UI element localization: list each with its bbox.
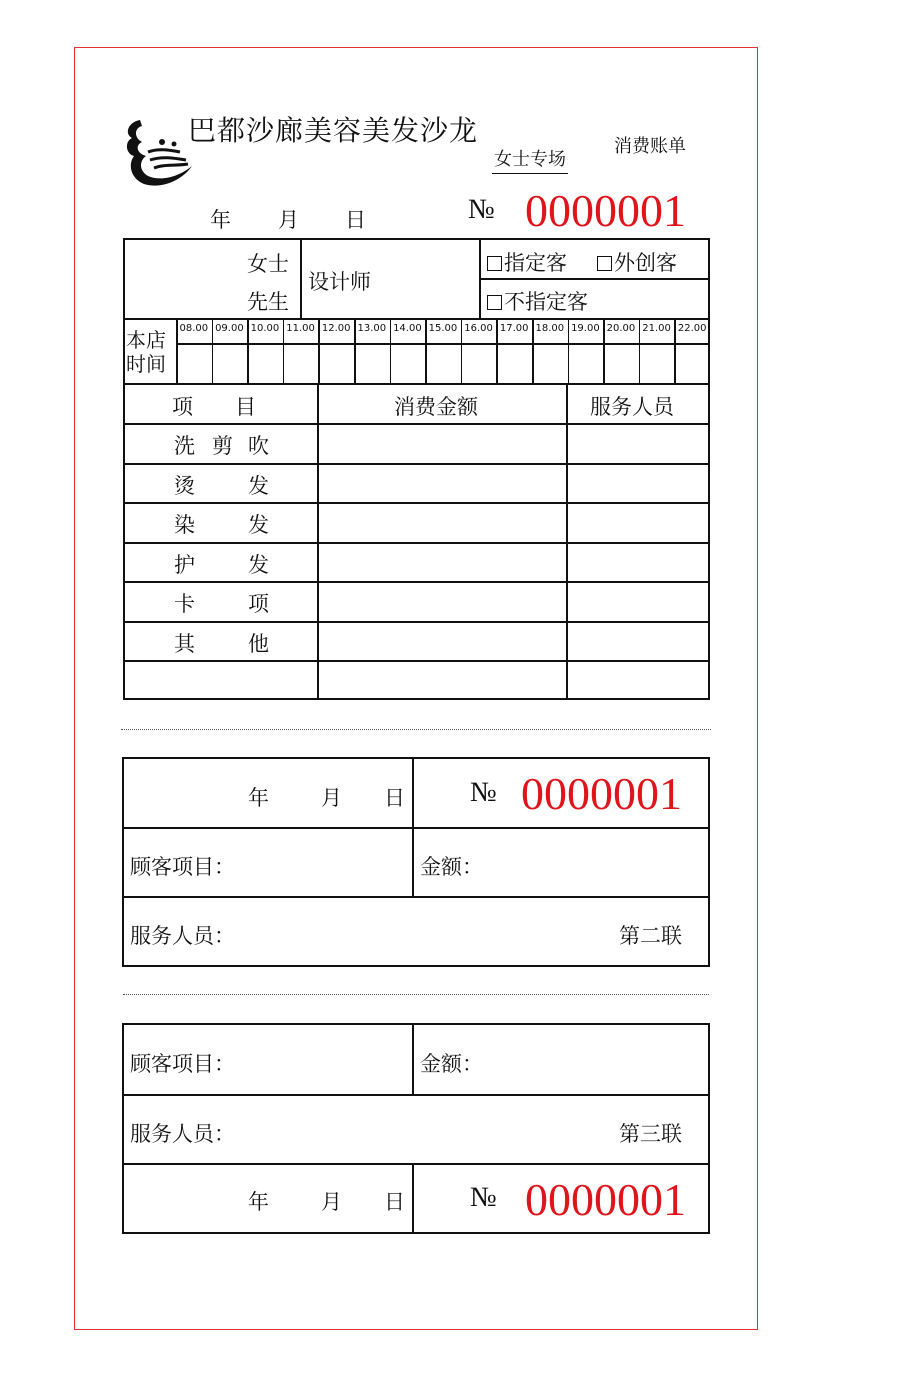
stub3-serial-symbol: № bbox=[470, 1182, 497, 1213]
item-label-char: 烫 bbox=[174, 473, 195, 498]
tear-line bbox=[121, 729, 711, 730]
item-label-char: 卡 bbox=[174, 592, 195, 616]
item-label-char: 剪 bbox=[212, 434, 233, 458]
hour-divider bbox=[390, 318, 392, 384]
hour-divider bbox=[603, 318, 605, 384]
hour-label: 21.00 bbox=[642, 323, 671, 334]
stub2-year: 年 bbox=[248, 786, 269, 810]
option-not-designated[interactable]: 不指定客 bbox=[487, 286, 588, 316]
hour-divider bbox=[318, 318, 320, 384]
item-label-char: 发 bbox=[248, 552, 269, 577]
hour-label: 18.00 bbox=[535, 323, 565, 334]
option-outside[interactable]: 外创客 bbox=[597, 247, 677, 277]
hour-divider bbox=[247, 318, 249, 384]
row-divider bbox=[123, 463, 710, 465]
header-item: 项 目 bbox=[172, 395, 256, 419]
stub2-serial-symbol: № bbox=[470, 777, 497, 808]
serial-number: 0000001 bbox=[525, 185, 686, 236]
item-label-char: 项 bbox=[248, 592, 269, 616]
salon-name: 巴都沙廊美容美发沙龙 bbox=[188, 114, 479, 147]
stub3-year: 年 bbox=[248, 1190, 269, 1214]
row-divider bbox=[123, 502, 710, 504]
hour-label: 09.00 bbox=[215, 323, 244, 334]
hour-label: 13.00 bbox=[357, 323, 387, 334]
stub3-staff: 服务人员： bbox=[130, 1122, 235, 1146]
hour-label: 17.00 bbox=[499, 323, 529, 334]
hour-divider bbox=[639, 318, 641, 384]
hour-label: 12.00 bbox=[321, 323, 351, 334]
stub3-customer-item: 顾客项目： bbox=[130, 1052, 235, 1076]
hour-divider bbox=[283, 318, 285, 384]
hour-divider bbox=[568, 318, 570, 384]
item-label-char: 洗 bbox=[174, 434, 195, 458]
hour-divider bbox=[354, 318, 356, 384]
hour-label: 15.00 bbox=[428, 323, 458, 334]
option-designated[interactable]: 指定客 bbox=[487, 247, 567, 277]
customer-female: 女士 bbox=[247, 252, 289, 276]
hour-label: 16.00 bbox=[464, 323, 493, 334]
header-staff: 服务人员 bbox=[590, 395, 674, 419]
stub3-month: 月 bbox=[321, 1190, 342, 1214]
item-label-char: 发 bbox=[248, 513, 269, 537]
hour-label: 08.00 bbox=[179, 323, 209, 334]
hour-divider bbox=[674, 318, 676, 384]
item-label-char: 其 bbox=[174, 631, 195, 656]
hour-label: 20.00 bbox=[606, 323, 636, 334]
item-label-char: 发 bbox=[248, 473, 269, 498]
row-divider bbox=[123, 621, 710, 623]
stub2-staff: 服务人员： bbox=[130, 924, 235, 948]
date-year: 年 bbox=[210, 208, 231, 232]
stub3-day: 日 bbox=[384, 1190, 405, 1214]
hour-divider bbox=[532, 318, 534, 384]
item-label-char: 他 bbox=[248, 631, 269, 656]
hour-label: 19.00 bbox=[571, 323, 600, 334]
hour-label: 14.00 bbox=[393, 323, 422, 334]
time-label: 本店 时间 bbox=[126, 328, 166, 376]
calligraphy-logo-icon bbox=[118, 112, 198, 190]
item-label-char: 护 bbox=[174, 552, 195, 577]
item-label-char: 染 bbox=[174, 513, 195, 537]
subtitle: 女士专场 bbox=[492, 145, 568, 174]
hour-divider bbox=[212, 318, 214, 384]
customer-male: 先生 bbox=[247, 290, 289, 314]
stub2-customer-item: 顾客项目： bbox=[130, 855, 235, 879]
hour-divider bbox=[496, 318, 498, 384]
stub2-month: 月 bbox=[321, 786, 342, 810]
checkbox-icon[interactable] bbox=[487, 256, 502, 271]
stub2-day: 日 bbox=[384, 786, 405, 810]
main-form bbox=[123, 238, 710, 700]
checkbox-icon[interactable] bbox=[597, 256, 612, 271]
hour-label: 22.00 bbox=[677, 323, 707, 334]
header-amount: 消费金额 bbox=[394, 395, 478, 419]
stub3-amount: 金额： bbox=[420, 1052, 483, 1076]
stub2-amount: 金额： bbox=[420, 855, 483, 879]
row-divider bbox=[123, 660, 710, 662]
hour-label: 10.00 bbox=[250, 323, 280, 334]
row-divider bbox=[123, 542, 710, 544]
date-month: 月 bbox=[278, 208, 299, 232]
date-day: 日 bbox=[345, 208, 366, 232]
checkbox-icon[interactable] bbox=[487, 295, 502, 310]
item-label-char: 吹 bbox=[248, 434, 269, 458]
stub2-serial-number: 0000001 bbox=[521, 768, 682, 819]
serial-symbol: № bbox=[468, 194, 495, 225]
doc-type: 消费账单 bbox=[614, 136, 686, 157]
hour-divider bbox=[425, 318, 427, 384]
tear-line bbox=[123, 994, 709, 995]
stub2-copy-label: 第二联 bbox=[619, 924, 682, 948]
stub3-serial-number: 0000001 bbox=[525, 1174, 686, 1225]
hour-divider bbox=[461, 318, 463, 384]
hour-label: 11.00 bbox=[286, 323, 315, 334]
stub3-copy-label: 第三联 bbox=[619, 1122, 682, 1146]
designer-label: 设计师 bbox=[308, 270, 371, 294]
row-divider bbox=[123, 581, 710, 583]
